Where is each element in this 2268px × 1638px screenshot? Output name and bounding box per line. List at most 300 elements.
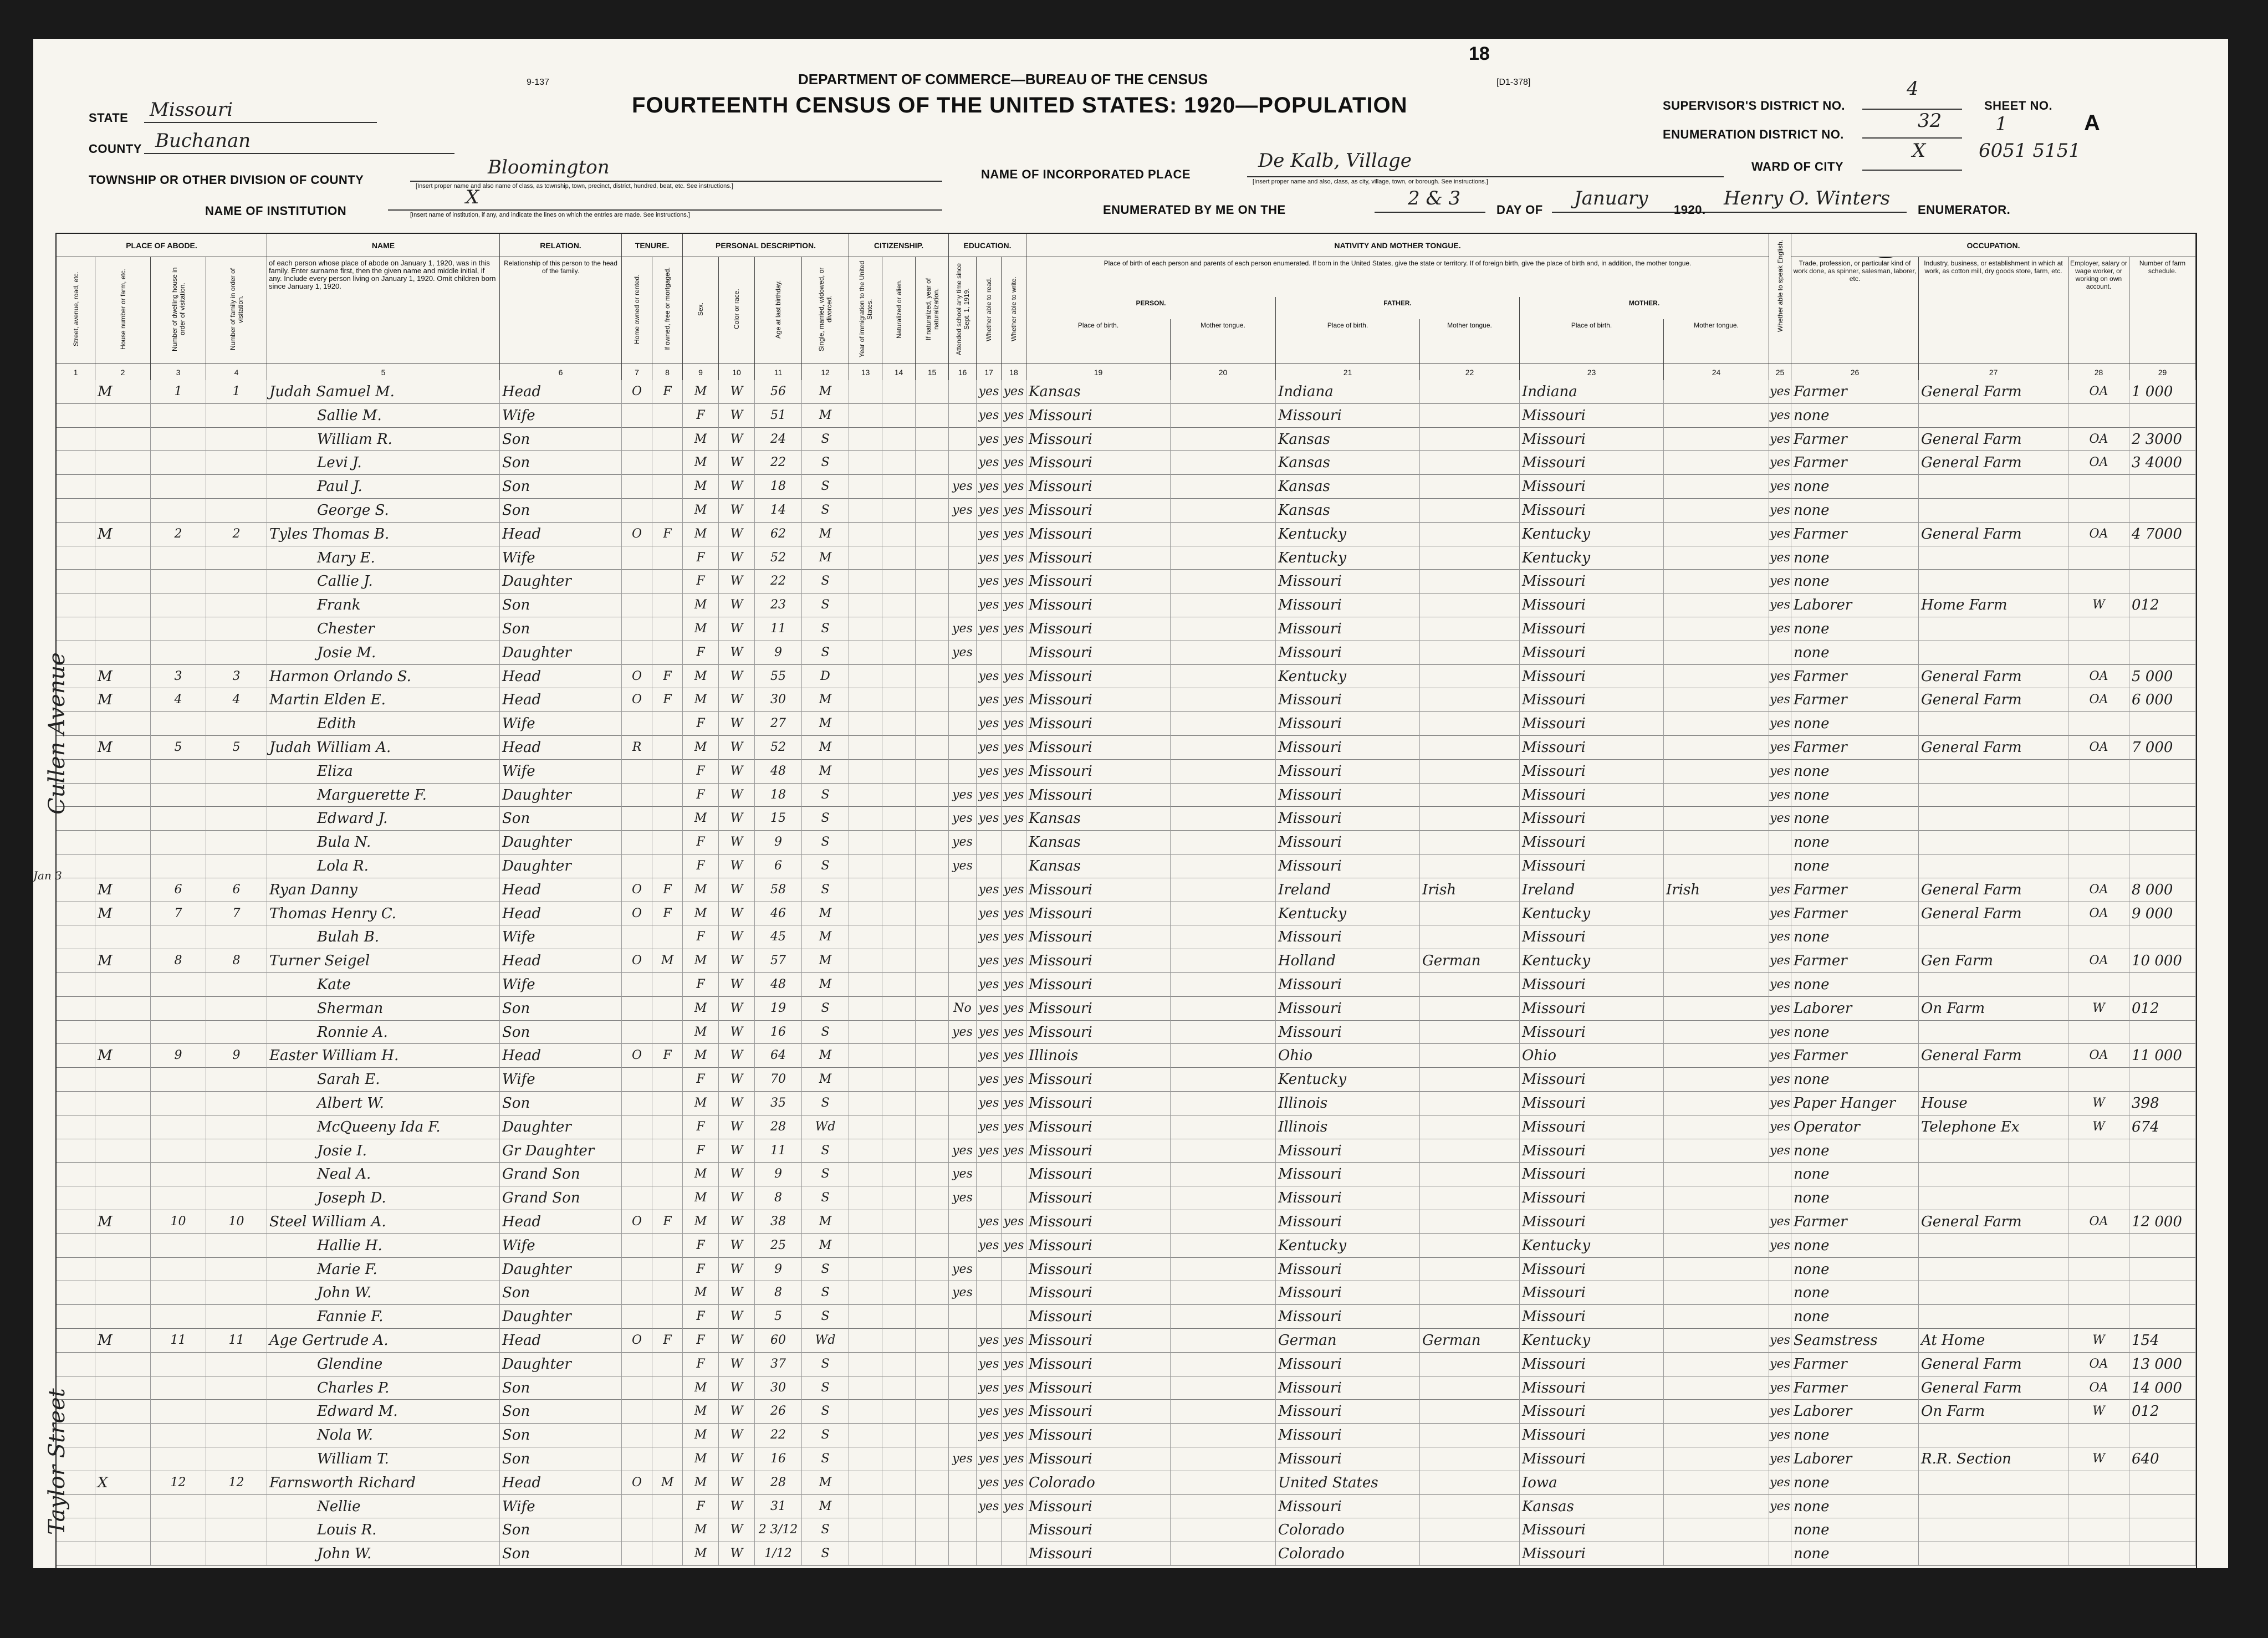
cell-fpob: Missouri	[1276, 1258, 1420, 1282]
cell-eng	[1769, 1281, 1791, 1305]
cell-race: W	[719, 1092, 755, 1115]
cell-name: Marguerette F.	[267, 784, 500, 807]
cell-rel: Daughter	[500, 1258, 622, 1282]
cell-sex: F	[683, 404, 719, 428]
column-number: 23	[1520, 364, 1664, 380]
cell-rel: Wife	[500, 546, 622, 570]
institution-note: [Insert name of institution, if any, and indicate the lines on which the entries are made. See instructions.]	[410, 212, 690, 218]
cell-natyr	[916, 1281, 949, 1305]
table-row	[57, 973, 2196, 997]
cell-name: Callie J.	[267, 570, 500, 593]
cell-class	[2068, 1471, 2129, 1495]
cell-race: W	[719, 1163, 755, 1186]
cell-read: yes	[977, 997, 1002, 1021]
county-label: COUNTY	[89, 142, 142, 156]
cell-fpob: Kansas	[1276, 475, 1420, 499]
cell-fpob: Missouri	[1276, 1447, 1420, 1471]
table-row	[57, 1258, 2196, 1282]
cell-fpob: Kentucky	[1276, 546, 1420, 570]
cell-mort	[652, 1305, 683, 1329]
mother-tongue-head: Mother tongue.	[1664, 319, 1769, 364]
cell-fam: 11	[206, 1329, 267, 1353]
cell-sex: M	[683, 451, 719, 475]
cell-school	[949, 688, 977, 712]
cell-read: yes	[977, 736, 1002, 760]
cell-house: M	[95, 688, 151, 712]
cell-trade: Paper Hanger	[1791, 1092, 1919, 1115]
cell-mort	[652, 641, 683, 665]
cell-race: W	[719, 831, 755, 854]
cell-read: yes	[977, 617, 1002, 641]
cell-name: Frank	[267, 593, 500, 617]
cell-pob: Missouri	[1026, 641, 1171, 665]
cell-tongue	[1171, 1305, 1276, 1329]
sheet-header	[33, 39, 2228, 238]
cell-imm	[849, 1353, 882, 1376]
cell-read: yes	[977, 451, 1002, 475]
cell-house	[95, 1376, 151, 1400]
cell-dw	[151, 641, 206, 665]
cell-fpob: Missouri	[1276, 854, 1420, 878]
cell-eng: yes	[1769, 807, 1791, 831]
cell-read: yes	[977, 380, 1002, 404]
cell-industry	[1919, 973, 2068, 997]
cell-house	[95, 807, 151, 831]
cell-race: W	[719, 1495, 755, 1519]
cell-ftongue	[1420, 1068, 1520, 1092]
cell-nat	[882, 688, 916, 712]
cell-mpob: Ireland	[1520, 878, 1664, 902]
cell-trade: none	[1791, 1163, 1919, 1186]
cell-age: 18	[755, 784, 802, 807]
cell-industry	[1919, 1518, 2068, 1542]
cell-trade: Farmer	[1791, 428, 1919, 452]
cell-tongue	[1171, 1353, 1276, 1376]
cell-house	[95, 1495, 151, 1519]
cell-write: yes	[1002, 760, 1026, 784]
table-row	[57, 736, 2196, 760]
cell-class	[2068, 784, 2129, 807]
cell-street	[57, 1329, 95, 1353]
col-read: Whether able to read.	[977, 257, 1002, 364]
cell-own: O	[622, 949, 652, 973]
cell-rel: Wife	[500, 1495, 622, 1519]
column-number: 1	[57, 364, 95, 380]
cell-pob: Missouri	[1026, 451, 1171, 475]
cell-race: W	[719, 1068, 755, 1092]
cell-rel: Son	[500, 1400, 622, 1424]
cell-house	[95, 1281, 151, 1305]
census-title: FOURTEENTH CENSUS OF THE UNITED STATES: 1920—POPULATION	[632, 93, 1408, 117]
cell-ms: S	[802, 878, 849, 902]
cell-tongue	[1171, 1068, 1276, 1092]
cell-ftongue	[1420, 1258, 1520, 1282]
cell-trade: none	[1791, 760, 1919, 784]
cell-mtongue	[1664, 997, 1769, 1021]
cell-name: Edith	[267, 712, 500, 736]
cell-street	[57, 546, 95, 570]
cell-school	[949, 428, 977, 452]
group-citizenship: CITIZENSHIP.	[849, 234, 949, 257]
cell-ftongue	[1420, 546, 1520, 570]
department-heading: DEPARTMENT OF COMMERCE—BUREAU OF THE CENSUS	[798, 71, 1208, 88]
cell-fpob: Kentucky	[1276, 523, 1420, 546]
cell-trade: none	[1791, 1471, 1919, 1495]
cell-race: W	[719, 902, 755, 926]
cell-read	[977, 1305, 1002, 1329]
cell-read: yes	[977, 404, 1002, 428]
cell-ms: S	[802, 784, 849, 807]
cell-read	[977, 1281, 1002, 1305]
cell-ftongue	[1420, 1163, 1520, 1186]
cell-industry: General Farm	[1919, 902, 2068, 926]
col-name-instructions: of each person whose place of abode on January 1, 1920, was in this family. Enter surname first, then the given name and middle initial, if any. Include every person living on January 1, 1920. Omit children born since January 1, 1920.	[267, 257, 500, 364]
cell-trade: none	[1791, 546, 1919, 570]
group-place-of-abode: PLACE OF ABODE.	[57, 234, 267, 257]
cell-fam	[206, 1258, 267, 1282]
cell-imm	[849, 617, 882, 641]
cell-natyr	[916, 593, 949, 617]
cell-sched: 13 000	[2129, 1353, 2196, 1376]
cell-dw	[151, 428, 206, 452]
cell-eng: yes	[1769, 1400, 1791, 1424]
cell-own	[622, 641, 652, 665]
cell-read	[977, 1186, 1002, 1210]
cell-read: yes	[977, 1495, 1002, 1519]
cell-age: 35	[755, 1092, 802, 1115]
cell-trade: none	[1791, 1542, 1919, 1566]
cell-natyr	[916, 1305, 949, 1329]
cell-sched	[2129, 1186, 2196, 1210]
col-write: Whether able to write.	[1002, 257, 1026, 364]
cell-school	[949, 1518, 977, 1542]
cell-sex: F	[683, 712, 719, 736]
cell-read: yes	[977, 1400, 1002, 1424]
cell-school: yes	[949, 1447, 977, 1471]
cell-nat	[882, 1186, 916, 1210]
cell-street	[57, 1092, 95, 1115]
cell-natyr	[916, 1424, 949, 1447]
cell-mpob: Iowa	[1520, 1471, 1664, 1495]
cell-eng	[1769, 854, 1791, 878]
cell-tongue	[1171, 499, 1276, 523]
cell-pob: Missouri	[1026, 1115, 1171, 1139]
cell-industry	[1919, 404, 2068, 428]
cell-class	[2068, 1495, 2129, 1519]
cell-name: Harmon Orlando S.	[267, 665, 500, 689]
cell-natyr	[916, 712, 949, 736]
cell-fam	[206, 1021, 267, 1045]
cell-ftongue	[1420, 736, 1520, 760]
cell-race: W	[719, 854, 755, 878]
cell-read: yes	[977, 1376, 1002, 1400]
cell-tongue	[1171, 807, 1276, 831]
cell-write: yes	[1002, 807, 1026, 831]
cell-rel: Son	[500, 1424, 622, 1447]
cell-sex: F	[683, 1115, 719, 1139]
table-row	[57, 784, 2196, 807]
cell-nat	[882, 499, 916, 523]
cell-school: yes	[949, 854, 977, 878]
cell-industry	[1919, 641, 2068, 665]
cell-race: W	[719, 499, 755, 523]
cell-natyr	[916, 925, 949, 949]
cell-mort	[652, 1518, 683, 1542]
cell-mtongue	[1664, 380, 1769, 404]
cell-mtongue	[1664, 1258, 1769, 1282]
cell-imm	[849, 570, 882, 593]
cell-race: W	[719, 641, 755, 665]
cell-rel: Son	[500, 428, 622, 452]
cell-ms: M	[802, 902, 849, 926]
cell-eng: yes	[1769, 712, 1791, 736]
cell-ms: S	[802, 854, 849, 878]
cell-school	[949, 878, 977, 902]
cell-write: yes	[1002, 1329, 1026, 1353]
cell-class	[2068, 1281, 2129, 1305]
cell-dw	[151, 1115, 206, 1139]
cell-dw	[151, 617, 206, 641]
cell-read: yes	[977, 546, 1002, 570]
cell-ftongue	[1420, 854, 1520, 878]
cell-school	[949, 570, 977, 593]
cell-tongue	[1171, 617, 1276, 641]
cell-imm	[849, 1376, 882, 1400]
cell-street	[57, 1210, 95, 1234]
cell-school: yes	[949, 617, 977, 641]
cell-pob: Missouri	[1026, 1447, 1171, 1471]
cell-dw	[151, 973, 206, 997]
cell-class	[2068, 1068, 2129, 1092]
cell-class: OA	[2068, 949, 2129, 973]
table-row	[57, 617, 2196, 641]
cell-eng: yes	[1769, 523, 1791, 546]
cell-nat	[882, 617, 916, 641]
cell-imm	[849, 807, 882, 831]
cell-mpob: Missouri	[1520, 760, 1664, 784]
cell-nat	[882, 665, 916, 689]
cell-ftongue	[1420, 1210, 1520, 1234]
cell-sex: M	[683, 902, 719, 926]
cell-fam	[206, 1234, 267, 1258]
cell-name: Hallie H.	[267, 1234, 500, 1258]
cell-imm	[849, 1234, 882, 1258]
cell-age: 14	[755, 499, 802, 523]
cell-ftongue	[1420, 570, 1520, 593]
cell-eng: yes	[1769, 380, 1791, 404]
cell-imm	[849, 1542, 882, 1566]
cell-ms: S	[802, 1518, 849, 1542]
cell-mort	[652, 1281, 683, 1305]
cell-trade: Farmer	[1791, 451, 1919, 475]
year-label: 1920.	[1674, 203, 1706, 217]
cell-fpob: Missouri	[1276, 1186, 1420, 1210]
institution-value: X	[466, 186, 479, 208]
cell-own: O	[622, 523, 652, 546]
cell-mort	[652, 854, 683, 878]
cell-imm	[849, 902, 882, 926]
cell-trade: none	[1791, 712, 1919, 736]
cell-sex: M	[683, 997, 719, 1021]
cell-sex: F	[683, 1234, 719, 1258]
table-row	[57, 1139, 2196, 1163]
cell-eng: yes	[1769, 1092, 1791, 1115]
cell-nat	[882, 997, 916, 1021]
cell-fpob: Indiana	[1276, 380, 1420, 404]
cell-natyr	[916, 1092, 949, 1115]
institution-label: NAME OF INSTITUTION	[205, 204, 347, 218]
cell-rel: Wife	[500, 973, 622, 997]
cell-sched: 14 000	[2129, 1376, 2196, 1400]
cell-sex: M	[683, 1471, 719, 1495]
cell-school	[949, 1400, 977, 1424]
cell-ms: M	[802, 688, 849, 712]
cell-natyr	[916, 1186, 949, 1210]
cell-write: yes	[1002, 1021, 1026, 1045]
father-tongue-head: Mother tongue.	[1420, 319, 1520, 364]
cell-read: yes	[977, 1021, 1002, 1045]
cell-mtongue	[1664, 1542, 1769, 1566]
cell-name: Louis R.	[267, 1518, 500, 1542]
cell-natyr	[916, 1044, 949, 1068]
cell-imm	[849, 973, 882, 997]
col-dwelling-number: Number of dwelling house in order of visitation.	[151, 257, 206, 364]
cell-own: O	[622, 1471, 652, 1495]
cell-class: W	[2068, 997, 2129, 1021]
cell-trade: none	[1791, 570, 1919, 593]
cell-class	[2068, 925, 2129, 949]
cell-mort	[652, 475, 683, 499]
cell-mpob: Missouri	[1520, 665, 1664, 689]
cell-nat	[882, 902, 916, 926]
cell-trade: Farmer	[1791, 1376, 1919, 1400]
cell-write: yes	[1002, 784, 1026, 807]
cell-school	[949, 404, 977, 428]
cell-class	[2068, 1139, 2129, 1163]
column-number: 28	[2068, 364, 2129, 380]
cell-rel: Son	[500, 1376, 622, 1400]
table-row	[57, 1447, 2196, 1471]
cell-dw	[151, 1068, 206, 1092]
col-relation: Relationship of this person to the head of the family.	[500, 257, 622, 364]
cell-sched	[2129, 807, 2196, 831]
cell-ms: S	[802, 807, 849, 831]
enumeration-day: 2 & 3	[1408, 187, 1461, 209]
cell-nat	[882, 1447, 916, 1471]
cell-fam	[206, 1281, 267, 1305]
cell-dw	[151, 1092, 206, 1115]
cell-natyr	[916, 523, 949, 546]
cell-age: 37	[755, 1353, 802, 1376]
cell-mort: F	[652, 902, 683, 926]
cell-name: Neal A.	[267, 1163, 500, 1186]
cell-pob: Missouri	[1026, 1021, 1171, 1045]
cell-sex: M	[683, 523, 719, 546]
cell-rel: Son	[500, 1092, 622, 1115]
cell-pob: Missouri	[1026, 665, 1171, 689]
margin-street-2: Taylor Street	[44, 1388, 70, 1535]
cell-own	[622, 475, 652, 499]
cell-tongue	[1171, 1495, 1276, 1519]
table-row	[57, 499, 2196, 523]
table-row	[57, 1044, 2196, 1068]
cell-industry: General Farm	[1919, 1044, 2068, 1068]
cell-tongue	[1171, 1542, 1276, 1566]
cell-write: yes	[1002, 925, 1026, 949]
cell-name: William R.	[267, 428, 500, 452]
cell-sex: M	[683, 1376, 719, 1400]
cell-pob: Kansas	[1026, 807, 1171, 831]
group-education: EDUCATION.	[949, 234, 1026, 257]
cell-dw	[151, 831, 206, 854]
cell-race: W	[719, 1234, 755, 1258]
cell-trade: Seamstress	[1791, 1329, 1919, 1353]
column-number: 19	[1026, 364, 1171, 380]
cell-street	[57, 1186, 95, 1210]
cell-age: 23	[755, 593, 802, 617]
cell-industry	[1919, 1139, 2068, 1163]
cell-own	[622, 1234, 652, 1258]
cell-dw	[151, 570, 206, 593]
cell-industry	[1919, 831, 2068, 854]
cell-ftongue	[1420, 1092, 1520, 1115]
cell-sex: M	[683, 688, 719, 712]
cell-sex: F	[683, 925, 719, 949]
cell-class	[2068, 1305, 2129, 1329]
cell-street	[57, 404, 95, 428]
cell-house: M	[95, 1329, 151, 1353]
cell-write: yes	[1002, 1424, 1026, 1447]
cell-dw	[151, 593, 206, 617]
cell-rel: Daughter	[500, 1115, 622, 1139]
cell-read: yes	[977, 523, 1002, 546]
cell-imm	[849, 1518, 882, 1542]
cell-trade: none	[1791, 1021, 1919, 1045]
cell-trade: none	[1791, 475, 1919, 499]
column-number: 14	[882, 364, 916, 380]
cell-street	[57, 570, 95, 593]
cell-imm	[849, 854, 882, 878]
cell-mpob: Missouri	[1520, 617, 1664, 641]
cell-dw: 11	[151, 1329, 206, 1353]
cell-ftongue	[1420, 1139, 1520, 1163]
cell-ftongue	[1420, 902, 1520, 926]
cell-fam: 3	[206, 665, 267, 689]
cell-ms: D	[802, 665, 849, 689]
supervisor-label: SUPERVISOR'S DISTRICT NO.	[1663, 99, 1846, 112]
cell-industry	[1919, 1186, 2068, 1210]
cell-natyr	[916, 617, 949, 641]
cell-ms: S	[802, 1424, 849, 1447]
cell-dw: 5	[151, 736, 206, 760]
cell-fpob: Missouri	[1276, 925, 1420, 949]
cell-rel: Son	[500, 997, 622, 1021]
cell-age: 27	[755, 712, 802, 736]
cell-own	[622, 925, 652, 949]
cell-mpob: Missouri	[1520, 736, 1664, 760]
cell-class: W	[2068, 1092, 2129, 1115]
cell-trade: none	[1791, 641, 1919, 665]
cell-trade: none	[1791, 925, 1919, 949]
cell-tongue	[1171, 1424, 1276, 1447]
cell-mpob: Missouri	[1520, 1139, 1664, 1163]
cell-eng: yes	[1769, 546, 1791, 570]
cell-write	[1002, 1163, 1026, 1186]
cell-class	[2068, 1424, 2129, 1447]
cell-tongue	[1171, 1518, 1276, 1542]
table-row	[57, 1210, 2196, 1234]
cell-sched	[2129, 546, 2196, 570]
